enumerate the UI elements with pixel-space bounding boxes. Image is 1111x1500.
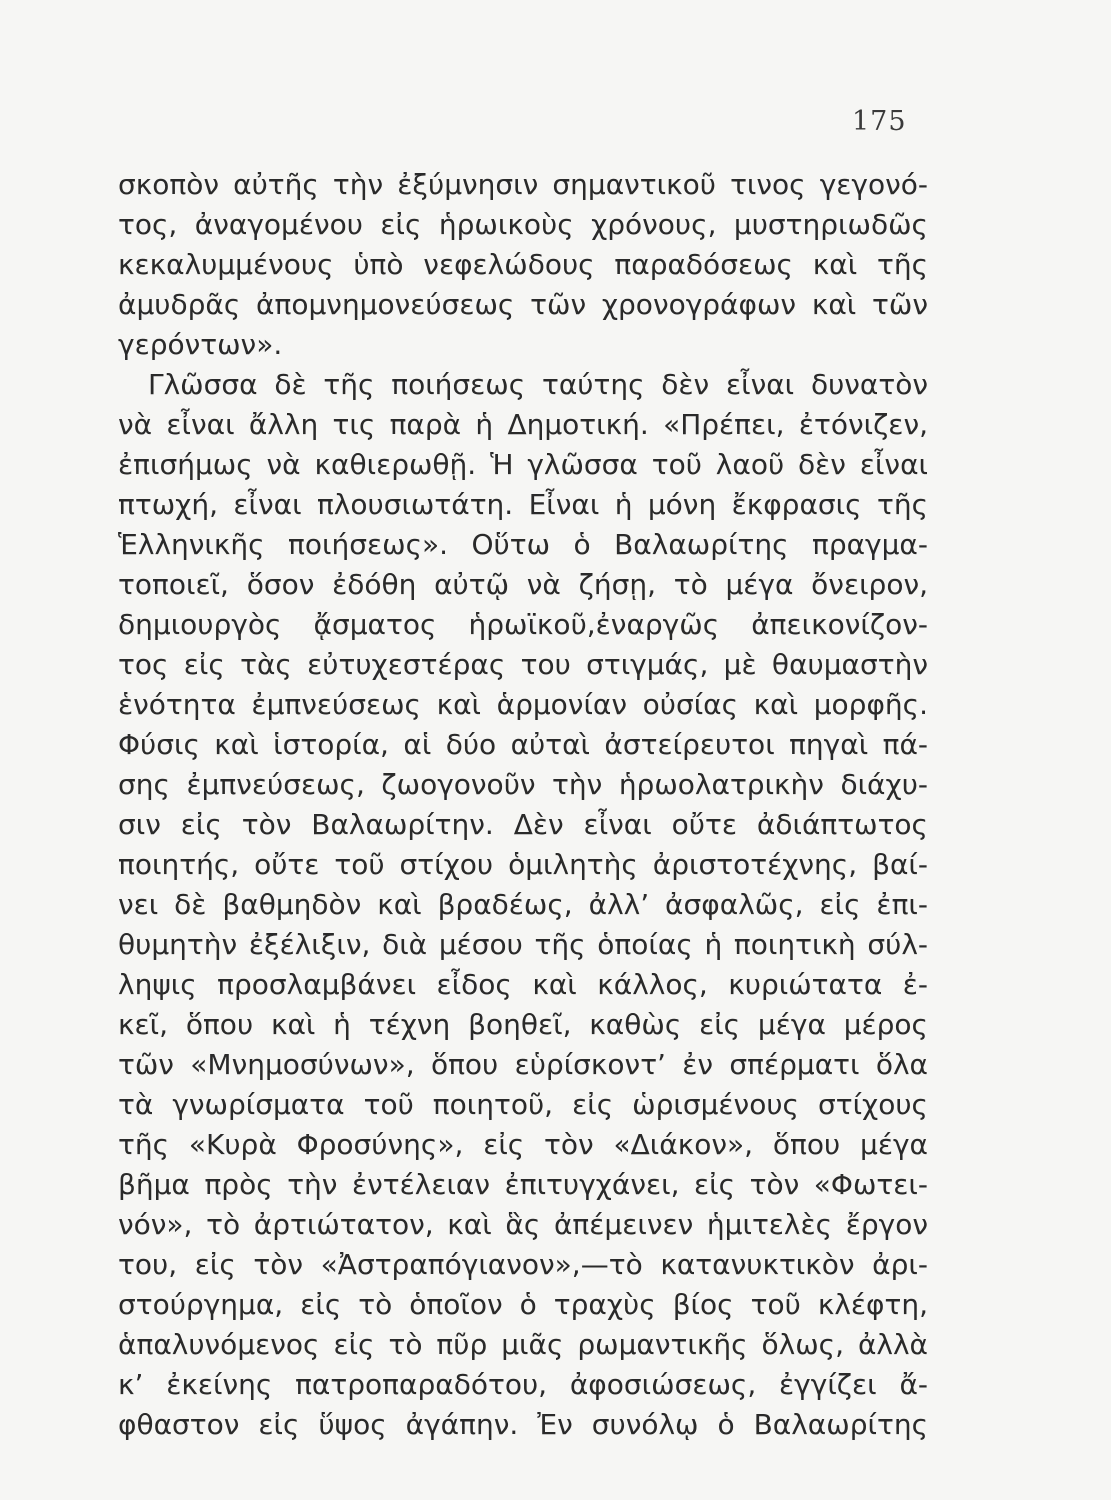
text-line: στούργημα, εἰς τὸ ὁποῖον ὁ τραχὺς βίος τοῦ κλέφτη, <box>118 1288 928 1321</box>
text-line: ἑνότητα ἐμπνεύσεως καὶ ἁρμονίαν οὐσίας καὶ μορφῆς. <box>118 688 928 721</box>
text-line: Φύσις καὶ ἱστορία, αἱ δύο αὐταὶ ἀστείρευτοι πηγαὶ πά- <box>118 728 928 761</box>
text-line: του, εἰς τὸν «Ἀστραπόγιανον»,—τὸ κατανυκτικὸν ἀρι- <box>118 1248 928 1281</box>
text-line: τῶν «Μνημοσύνων», ὅπου εὑρίσκοντ’ ἐν σπέρματι ὅλα <box>118 1048 928 1081</box>
text-line: ποιητής, οὔτε τοῦ στίχου ὁμιλητὴς ἀριστοτέχνης, βαί- <box>118 848 928 881</box>
body-text <box>118 165 928 1445</box>
page-number: 175 <box>852 106 907 137</box>
text-line: νει δὲ βαθμηδὸν καὶ βραδέως, ἀλλ’ ἀσφαλῶς, εἰς ἐπι- <box>118 888 928 921</box>
text-line: τῆς «Κυρὰ Φροσύνης», εἰς τὸν «Διάκον», ὅπου μέγα <box>118 1128 928 1161</box>
text-line: ἁπαλυνόμενος εἰς τὸ πῦρ μιᾶς ρωμαντικῆς ὅλως, ἀλλὰ <box>118 1328 928 1361</box>
text-line: κ’ ἐκείνης πατροπαραδότου, ἀφοσιώσεως, ἐγγίζει ἄ- <box>118 1368 928 1401</box>
text-line: ἐπισήμως νὰ καθιερωθῇ. Ἡ γλῶσσα τοῦ λαοῦ δὲν εἶναι <box>118 448 928 481</box>
text-line: κεῖ, ὅπου καὶ ἡ τέχνη βοηθεῖ, καθὼς εἰς μέγα μέρος <box>118 1008 928 1041</box>
text-line: πτωχή, εἶναι πλουσιωτάτη. Εἶναι ἡ μόνη ἔκφρασις τῆς <box>118 488 928 521</box>
text-line: τοποιεῖ, ὅσον ἐδόθη αὐτῷ νὰ ζήσῃ, τὸ μέγα ὄνειρον, <box>118 568 928 601</box>
text-line: κεκαλυμμένους ὑπὸ νεφελώδους παραδόσεως καὶ τῆς <box>118 248 928 281</box>
text-line: τὰ γνωρίσματα τοῦ ποιητοῦ, εἰς ὡρισμένους στίχους <box>118 1088 928 1121</box>
text-line: θυμητὴν ἐξέλιξιν, διὰ μέσου τῆς ὁποίας ἡ ποιητικὴ σύλ- <box>118 928 928 961</box>
text-line: νὰ εἶναι ἄλλη τις παρὰ ἡ Δημοτική. «Πρέπει, ἐτόνιζεν, <box>118 408 928 441</box>
text-line: φθαστον εἰς ὕψος ἀγάπην. Ἐν συνόλῳ ὁ Βαλαωρίτης <box>118 1408 928 1441</box>
text-line: τος εἰς τὰς εὐτυχεστέρας του στιγμάς, μὲ θαυμαστὴν <box>118 648 928 681</box>
text-line: ληψις προσλαμβάνει εἶδος καὶ κάλλος, κυριώτατα ἐ- <box>118 968 928 1001</box>
text-line: σης ἐμπνεύσεως, ζωογονοῦν τὴν ἡρωολατρικὴν διάχυ- <box>118 768 928 801</box>
text-line: ἀμυδρᾶς ἀπομνημονεύσεως τῶν χρονογράφων καὶ τῶν <box>118 288 928 321</box>
text-line: σκοπὸν αὐτῆς τὴν ἐξύμνησιν σημαντικοῦ τινος γεγονό- <box>118 168 928 201</box>
text-line: σιν εἰς τὸν Βαλαωρίτην. Δὲν εἶναι οὔτε ἀδιάπτωτος <box>118 808 928 841</box>
text-line: γερόντων». <box>118 328 283 361</box>
text-line: δημιουργὸς ᾄσματος ἡρωϊκοῦ,ἐναργῶς ἀπεικονίζον- <box>118 608 928 641</box>
paragraph-start-line: Γλῶσσα δὲ τῆς ποιήσεως ταύτης δὲν εἶναι δυνατὸν <box>148 368 928 401</box>
text-line: νόν», τὸ ἀρτιώτατον, καὶ ἃς ἀπέμεινεν ἡμιτελὲς ἔργον <box>118 1208 928 1241</box>
text-line: Ἑλληνικῆς ποιήσεως». Οὕτω ὁ Βαλαωρίτης πραγμα- <box>118 528 928 561</box>
text-line: βῆμα πρὸς τὴν ἐντέλειαν ἐπιτυγχάνει, εἰς τὸν «Φωτει- <box>118 1168 928 1201</box>
text-line: τος, ἀναγομένου εἰς ἡρωικοὺς χρόνους, μυστηριωδῶς <box>118 208 928 241</box>
